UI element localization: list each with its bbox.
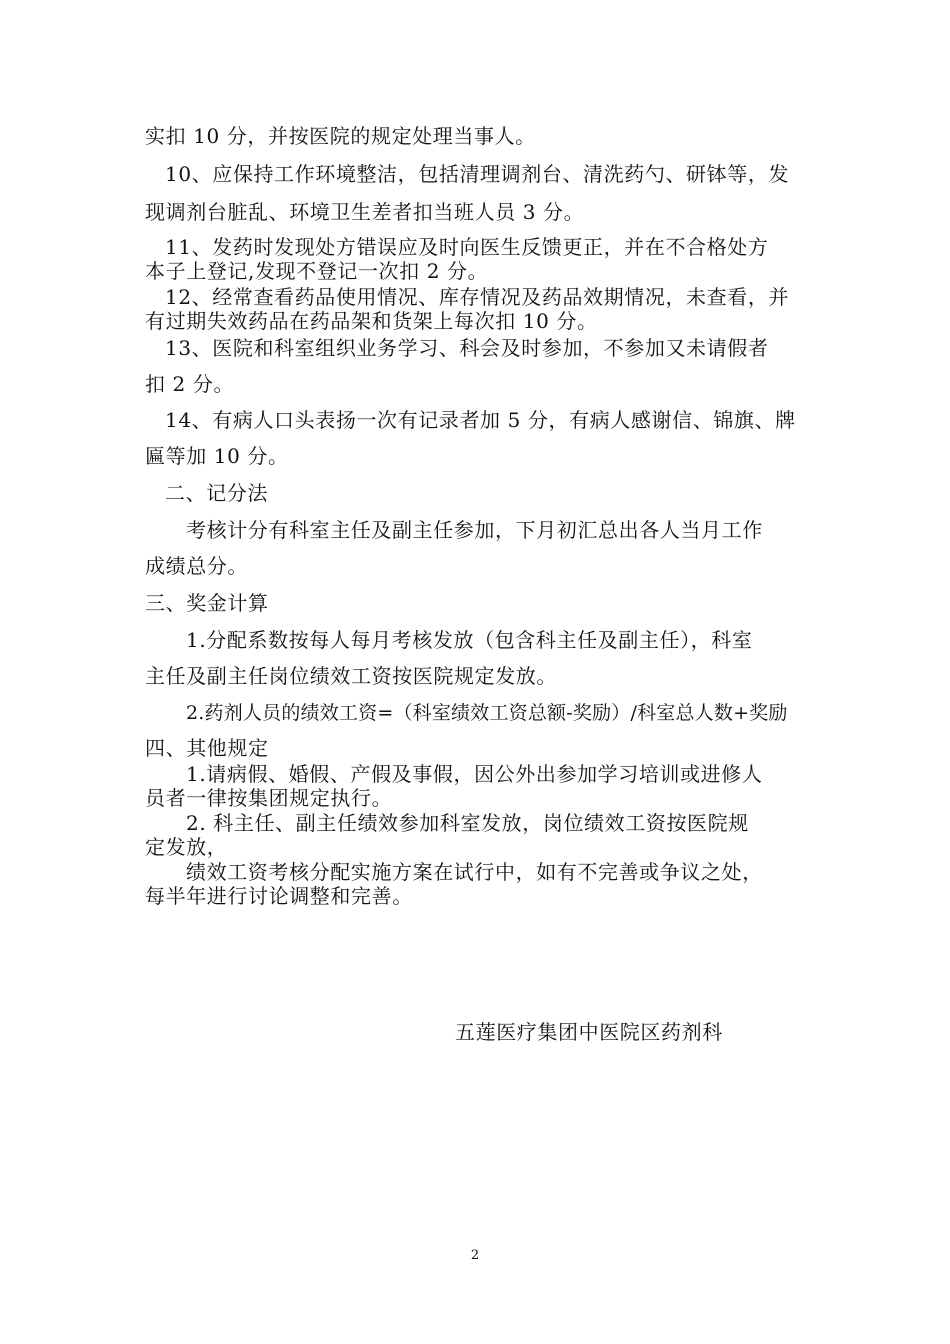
text-line: 2. 科主任、副主任绩效参加科室发放，岗位绩效工资按医院规 [186, 811, 749, 835]
text-line: 1.请病假、婚假、产假及事假，因公外出参加学习培训或进修人 [186, 762, 763, 786]
text-line: 14、有病人口头表扬一次有记录者加 5 分，有病人感谢信、锦旗、牌 [165, 408, 796, 432]
section-heading: 二、记分法 [165, 481, 268, 505]
text-line: 扣 2 分。 [145, 372, 235, 396]
section-heading: 四、其他规定 [145, 736, 269, 760]
text-line: 主任及副主任岗位绩效工资按医院规定发放。 [145, 664, 557, 688]
text-line: 2.药剂人员的绩效工资=（科室绩效工资总额-奖励）/科室总人数+奖励 [186, 702, 788, 724]
text-line: 每半年进行讨论调整和完善。 [145, 884, 413, 908]
text-line: 绩效工资考核分配实施方案在试行中，如有不完善或争议之处， [186, 860, 763, 884]
text-line: 实扣 10 分，并按医院的规定处理当事人。 [145, 124, 536, 148]
page-number: 2 [470, 1248, 480, 1263]
text-line: 现调剂台脏乱、环境卫生差者扣当班人员 3 分。 [145, 200, 585, 224]
section-heading: 三、奖金计算 [145, 591, 269, 615]
text-line: 员者一律按集团规定执行。 [145, 786, 393, 810]
text-line: 成绩总分。 [145, 554, 248, 578]
text-line: 12、经常查看药品使用情况、库存情况及药品效期情况，未查看，并 [165, 285, 790, 309]
text-line: 1.分配系数按每人每月考核发放（包含科主任及副主任），科室 [186, 628, 753, 652]
text-line: 考核计分有科室主任及副主任参加，下月初汇总出各人当月工作 [186, 518, 763, 542]
text-line: 有过期失效药品在药品架和货架上每次扣 10 分。 [145, 309, 598, 333]
text-line: 10、应保持工作环境整洁，包括清理调剂台、清洗药勺、研钵等，发 [165, 162, 790, 186]
text-line: 定发放， [145, 835, 228, 859]
text-line: 本子上登记,发现不登记一次扣 2 分。 [145, 259, 489, 283]
text-line: 13、医院和科室组织业务学习、科会及时参加，不参加又未请假者 [165, 336, 769, 360]
text-line: 匾等加 10 分。 [145, 444, 289, 468]
text-line: 11、发药时发现处方错误应及时向医生反馈更正，并在不合格处方 [165, 235, 769, 259]
signature: 五莲医疗集团中医院区药剂科 [455, 1020, 723, 1044]
